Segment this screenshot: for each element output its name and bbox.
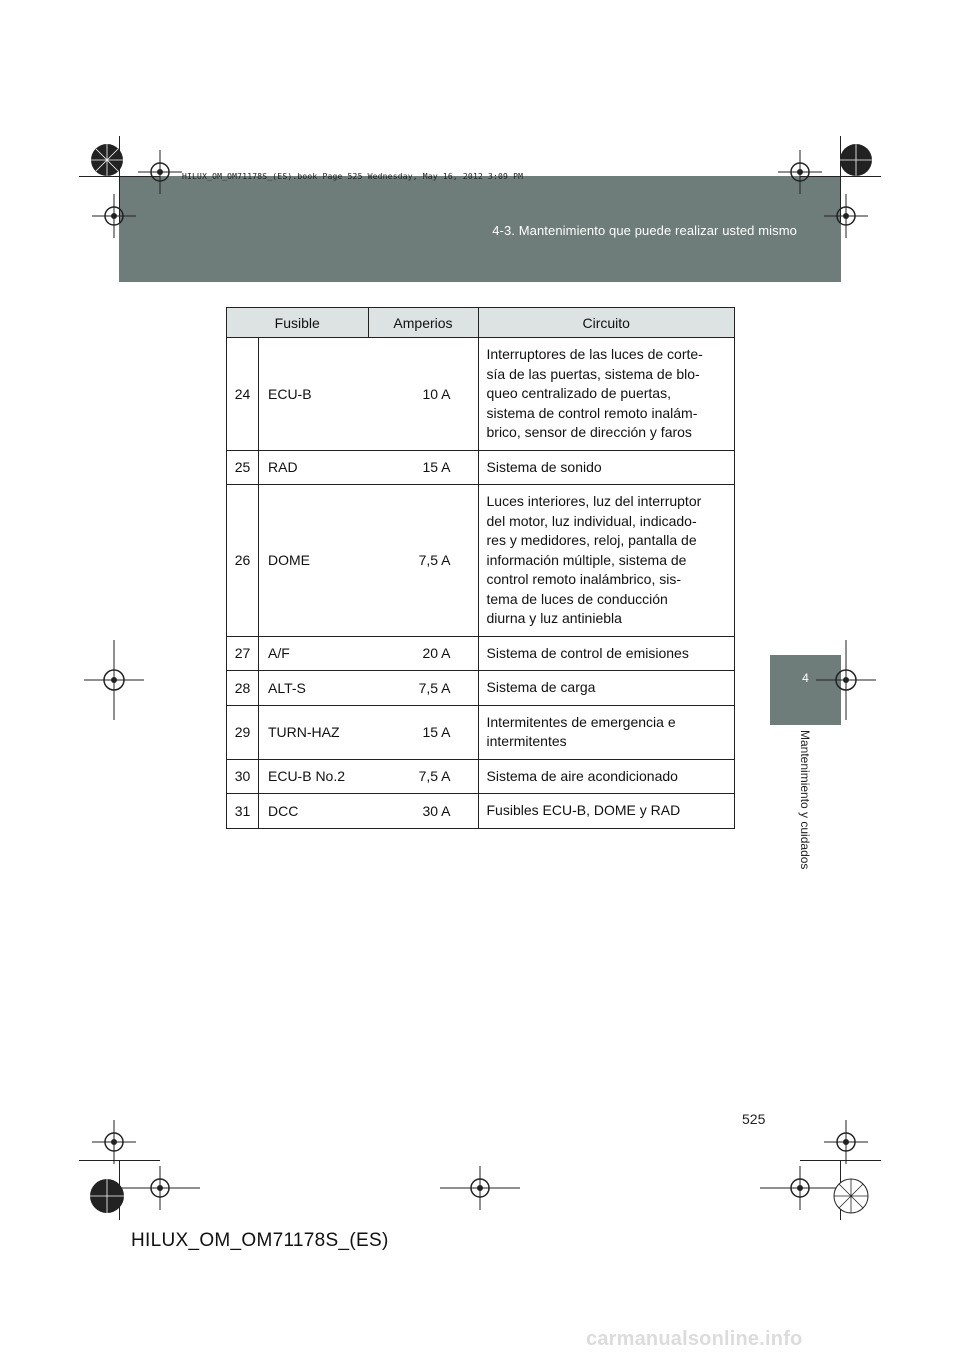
table-row: [227, 485, 735, 637]
circuit-line: Interruptores de las luces de corte-: [486, 346, 703, 362]
chapter-label: Mantenimiento y cuidados: [798, 730, 812, 870]
crosshair-icon: [824, 1120, 868, 1164]
fuse-amperage: 7,5 A: [368, 759, 478, 794]
table-row: [227, 759, 735, 794]
fuse-table-body: [227, 338, 735, 829]
fuse-name: TURN-HAZ: [259, 705, 369, 759]
registration-mark-icon: [829, 138, 879, 188]
fuse-amperage: 20 A: [368, 636, 478, 671]
header-circuito: Circuito: [478, 308, 735, 338]
footer-code: HILUX_OM_OM71178S_(ES): [131, 1230, 389, 1251]
crosshair-icon: [120, 1166, 200, 1210]
table-row: [227, 450, 735, 485]
fuse-circuit: [478, 485, 735, 637]
watermark: carmanualsonline.info: [586, 1328, 803, 1350]
crosshair-icon: [138, 150, 182, 194]
circuit-line: queo centralizado de puertas,: [486, 385, 671, 401]
table-row: [227, 705, 735, 759]
fuse-number: 27: [227, 636, 259, 671]
table-row: [227, 671, 735, 706]
fuse-amperage: 7,5 A: [368, 485, 478, 637]
table-row: [227, 636, 735, 671]
chapter-number: 4: [802, 671, 809, 685]
fuse-number: 26: [227, 485, 259, 637]
fuse-amperage: 7,5 A: [368, 671, 478, 706]
crosshair-icon: [824, 194, 868, 238]
fuse-circuit: [478, 759, 735, 794]
fuse-number: 29: [227, 705, 259, 759]
crosshair-icon: [92, 1120, 136, 1164]
crosshair-icon: [816, 640, 876, 720]
fuse-name: ALT-S: [259, 671, 369, 706]
header-fusible: Fusible: [227, 308, 369, 338]
fuse-circuit: [478, 636, 735, 671]
circuit-line: brico, sensor de dirección y faros: [486, 424, 692, 440]
table-row: [227, 338, 735, 451]
circuit-line: control remoto inalámbrico, sis-: [486, 571, 682, 587]
circuit-line: sistema de control remoto inalám-: [486, 404, 698, 421]
registration-mark-icon: [85, 138, 145, 188]
fuse-name: ECU-B: [259, 338, 369, 451]
circuit-line: intermitentes: [486, 733, 567, 749]
circuit-line: tema de luces de conducción: [486, 590, 668, 607]
fuse-circuit: [478, 671, 735, 706]
fuse-table: [226, 307, 735, 829]
page-number: 525: [742, 1111, 766, 1127]
fuse-name: DCC: [259, 794, 369, 829]
crosshair-icon: [92, 194, 136, 238]
circuit-line: Sistema de aire acondicionado: [486, 767, 678, 784]
circuit-line: res y medidores, reloj, pantalla de: [486, 532, 697, 548]
fuse-amperage: 30 A: [368, 794, 478, 829]
fuse-circuit: [478, 338, 735, 451]
print-info: HILUX_OM_OM71178S_(ES).book Page 525 Wednesday, May 16, 2012 3:09 PM: [182, 172, 524, 181]
chapter-label-box: [795, 730, 815, 905]
circuit-line: del motor, luz individual, indicado-: [486, 512, 697, 529]
registration-mark-icon: [85, 1174, 129, 1218]
crosshair-icon: [84, 640, 144, 720]
fuse-name: RAD: [259, 450, 369, 485]
fuse-name: A/F: [259, 636, 369, 671]
fuse-circuit: [478, 794, 735, 829]
table-header-row: [227, 308, 735, 338]
fuse-circuit: [478, 705, 735, 759]
crosshair-icon: [440, 1166, 520, 1210]
fuse-number: 28: [227, 671, 259, 706]
fuse-number: 24: [227, 338, 259, 451]
circuit-line: diurna y luz antiniebla: [486, 610, 622, 626]
crosshair-icon: [760, 1166, 840, 1210]
fuse-number: 25: [227, 450, 259, 485]
circuit-line: Fusibles ECU-B, DOME y RAD: [486, 802, 681, 818]
crosshair-icon: [778, 150, 822, 194]
circuit-line: Sistema de sonido: [486, 458, 602, 475]
header-band: [119, 176, 841, 282]
header-amperios: Amperios: [368, 308, 478, 338]
circuit-line: Sistema de carga: [486, 679, 596, 695]
fuse-number: 31: [227, 794, 259, 829]
fuse-amperage: 15 A: [368, 450, 478, 485]
circuit-line: información múltiple, sistema de: [486, 551, 687, 568]
fuse-name: DOME: [259, 485, 369, 637]
circuit-line: sía de las puertas, sistema de blo-: [486, 365, 700, 382]
registration-mark-icon: [829, 1174, 873, 1218]
circuit-line: Sistema de control de emisiones: [486, 644, 689, 661]
fuse-number: 30: [227, 759, 259, 794]
circuit-line: Intermitentes de emergencia e: [486, 713, 676, 730]
fuse-circuit: [478, 450, 735, 485]
fuse-amperage: 10 A: [368, 338, 478, 451]
table-row: [227, 794, 735, 829]
circuit-line: Luces interiores, luz del interruptor: [486, 493, 702, 509]
fuse-name: ECU-B No.2: [259, 759, 369, 794]
fuse-amperage: 15 A: [368, 705, 478, 759]
section-title: 4-3. Mantenimiento que puede realizar usted mismo: [492, 223, 797, 238]
